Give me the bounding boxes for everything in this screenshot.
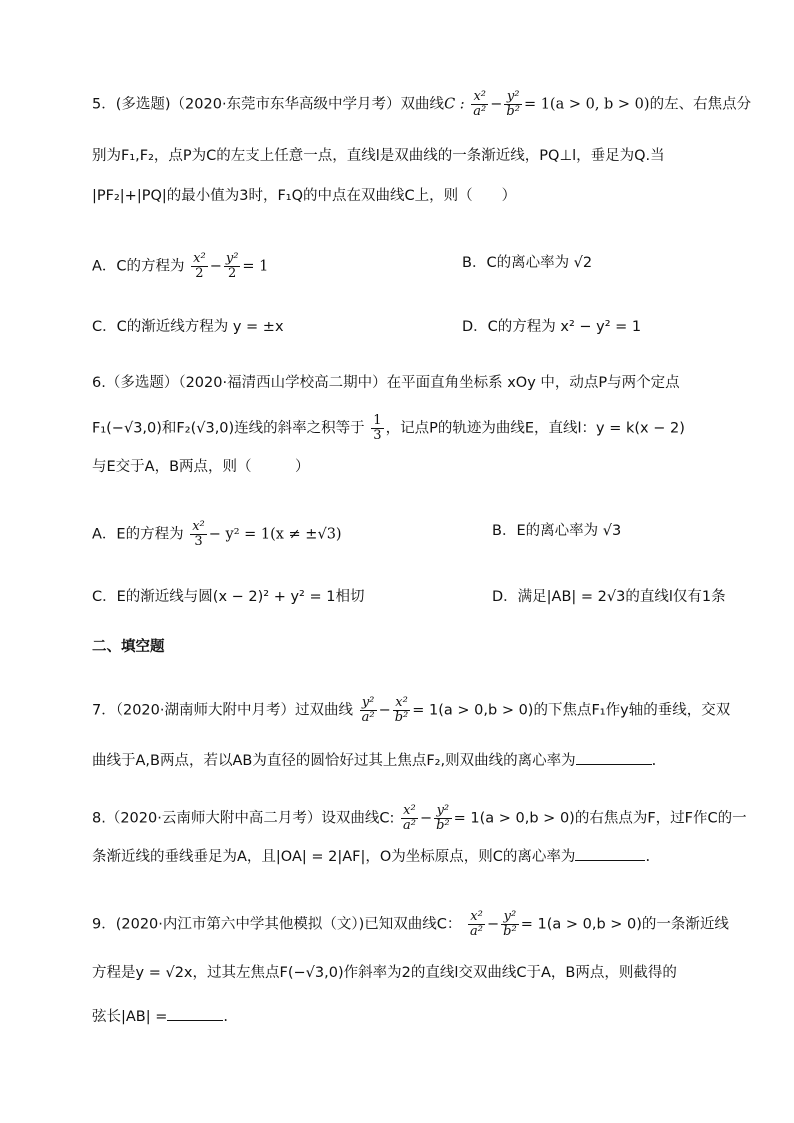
q6-option-d: D．满足|AB| = 2√3的直线l仅有1条	[492, 589, 726, 605]
frac-num: x²	[401, 804, 418, 819]
q7-prefix: 7．（2020·湖南师大附中月考）过双曲线	[92, 702, 353, 719]
q8-end: .	[645, 849, 651, 865]
frac-den: 2	[228, 266, 237, 281]
frac-den: 3	[373, 428, 382, 443]
q6-line2	[92, 414, 685, 443]
q5-option-d: D．C的方程为 x² − y² = 1	[462, 319, 642, 335]
q5-options-ab: A．C的方程为 $\frac{\text{x²}}{2}$ − $\frac{\text{y²}}{2}$ = 1 B．C的离心率为 √2	[92, 251, 593, 281]
q5-text2: 别为F₁,F₂，点P为C的左支上任意一点，直线l是双曲线的一条渐近线，PQ⊥l，垂足为Q.当	[92, 148, 665, 164]
q5-line3	[92, 185, 516, 207]
q9-line2	[92, 962, 677, 984]
q7-suffix: = 1(a > 0,b > 0)的下焦点F₁作y轴的垂线，交双	[412, 702, 731, 719]
frac-den: a²	[473, 104, 487, 119]
q8-suffix: = 1(a > 0,b > 0)的右焦点为F，过F作C的一	[453, 810, 747, 827]
frac-num: x²	[192, 519, 205, 534]
frac-den: 3	[194, 534, 203, 549]
q9-suffix: = 1(a > 0,b > 0)的一条渐近线	[520, 916, 729, 933]
frac-num: y²	[434, 804, 452, 819]
q5-option-a-eq: = 1	[242, 258, 269, 275]
q6-option-a-eq: − y² = 1(x ≠ ±√3)	[208, 526, 342, 543]
frac-den: 2	[195, 266, 204, 281]
q5-option-a: A．C的方程为	[92, 258, 185, 275]
frac-den: b²	[506, 104, 520, 119]
frac-num: x²	[193, 251, 206, 266]
q8-line2	[92, 846, 650, 868]
frac-num: x²	[471, 90, 488, 105]
q6-option-b: B．E的离心率为 √3	[492, 523, 622, 539]
q9-text3: 弦长|AB| =	[92, 1009, 168, 1025]
frac-den: b²	[394, 710, 409, 725]
q5-prefix: 5．(多选题)（2020·东莞市东华高级中学月考）双曲线	[92, 96, 445, 113]
q9-line3	[92, 1006, 228, 1028]
q6-options-cd	[92, 586, 726, 608]
frac-num: x²	[393, 696, 411, 711]
q6-line3	[92, 456, 310, 478]
frac-den: b²	[436, 818, 450, 833]
frac-num: y²	[360, 696, 377, 711]
q9-text2: 方程是y = √2x，过其左焦点F(−√3,0)作斜率为2的直线l交双曲线C于A，B两点，则截得的	[92, 965, 677, 981]
q7-text2: 曲线于A,B两点，若以AB为直径的圆恰好过其上焦点F₂,则双曲线的离心率为	[92, 753, 576, 769]
q7-line2	[92, 750, 656, 772]
q6-option-a: A．E的方程为	[92, 526, 184, 543]
q8-answer-blank[interactable]	[575, 846, 645, 861]
frac-num: 1	[373, 413, 382, 428]
frac-num: y²	[501, 910, 519, 925]
q9-end: .	[223, 1009, 229, 1025]
q6-text2a: F₁(−√3,0)和F₂(√3,0)连线的斜率之积等于	[92, 420, 365, 437]
q5-line1: 5．(多选题)（2020·东莞市东华高级中学月考）双曲线C : $\frac{\text{x²}}{\text{a²}}$ − $\frac{\text{y²}}{\text{b²}}$ = 1(a > 0, b > 0)的左、右焦点分	[92, 89, 752, 119]
frac-den: a²	[470, 924, 484, 939]
q9-line1: 9．(2020·内江市第六中学其他模拟（文）)已知双曲线C： $\frac{\text{x²}}{\text{a²}}$ − $\frac{\text{y²}}{\text{b²}}$ = 1(a > 0,b > 0)的一条渐近线	[92, 909, 729, 939]
q5-text3: |PF₂|+|PQ|的最小值为3时，F₁Q的中点在双曲线C上，则（ ）	[92, 188, 517, 204]
frac-num: y²	[225, 251, 239, 266]
q6-text1: 6.（多选题）（2020·福清西山学校高二期中）在平面直角坐标系 xOy 中，动点P与两个定点	[92, 375, 680, 391]
q5-eq: = 1(a > 0, b > 0)	[523, 96, 650, 113]
frac-den: a²	[402, 818, 416, 833]
q6-options-ab	[92, 519, 622, 549]
q8-line1: 8.（2020·云南师大附中高二月考）设双曲线C: $\frac{\text{x²}}{\text{a²}}$ − $\frac{\text{y²}}{\text{b²}}$ = 1(a > 0,b > 0)的右焦点为F，过F作C的一	[92, 803, 747, 833]
q6-text2b: ，记点P的轨迹为曲线E，直线l：y = k(x − 2)	[385, 420, 685, 437]
q6-text3: 与E交于A，B两点，则（ ）	[92, 459, 310, 475]
q5-line2	[92, 145, 665, 167]
q7-line1: 7．（2020·湖南师大附中月考）过双曲线 $\frac{\text{y²}}{\text{a²}}$ − $\frac{\text{x²}}{\text{b²}}$ = 1(a > 0,b > 0)的下焦点F₁作y轴的垂线，交双	[92, 695, 731, 725]
q6-option-c: C．E的渐近线与圆(x − 2)² + y² = 1相切	[92, 589, 365, 605]
section-title: 二、填空题	[92, 639, 165, 655]
q5-suffix: 的左、右焦点分	[649, 96, 752, 113]
q5-option-c: C．C的渐近线方程为 y = ±x	[92, 319, 284, 335]
q8-prefix: 8.（2020·云南师大附中高二月考）设双曲线C:	[92, 810, 395, 827]
q8-text2: 条渐近线的垂线垂足为A，且|OA| = 2|AF|，O为坐标原点，则C的离心率为	[92, 849, 576, 865]
frac-num: y²	[504, 90, 522, 105]
q5-frac-x2a2	[471, 90, 488, 119]
q6-line1	[92, 372, 680, 394]
q7-end: .	[651, 753, 657, 769]
frac-num: x²	[468, 910, 485, 925]
q7-answer-blank[interactable]	[576, 750, 652, 765]
q5-frac-y2b2	[504, 90, 522, 119]
frac-den: a²	[361, 710, 375, 725]
frac-den: b²	[503, 924, 517, 939]
q9-prefix: 9．(2020·内江市第六中学其他模拟（文）)已知双曲线C：	[92, 916, 462, 933]
q5-options-cd	[92, 316, 642, 338]
q5-option-b: B．C的离心率为 √2	[462, 255, 593, 271]
q9-answer-blank[interactable]	[167, 1006, 223, 1021]
